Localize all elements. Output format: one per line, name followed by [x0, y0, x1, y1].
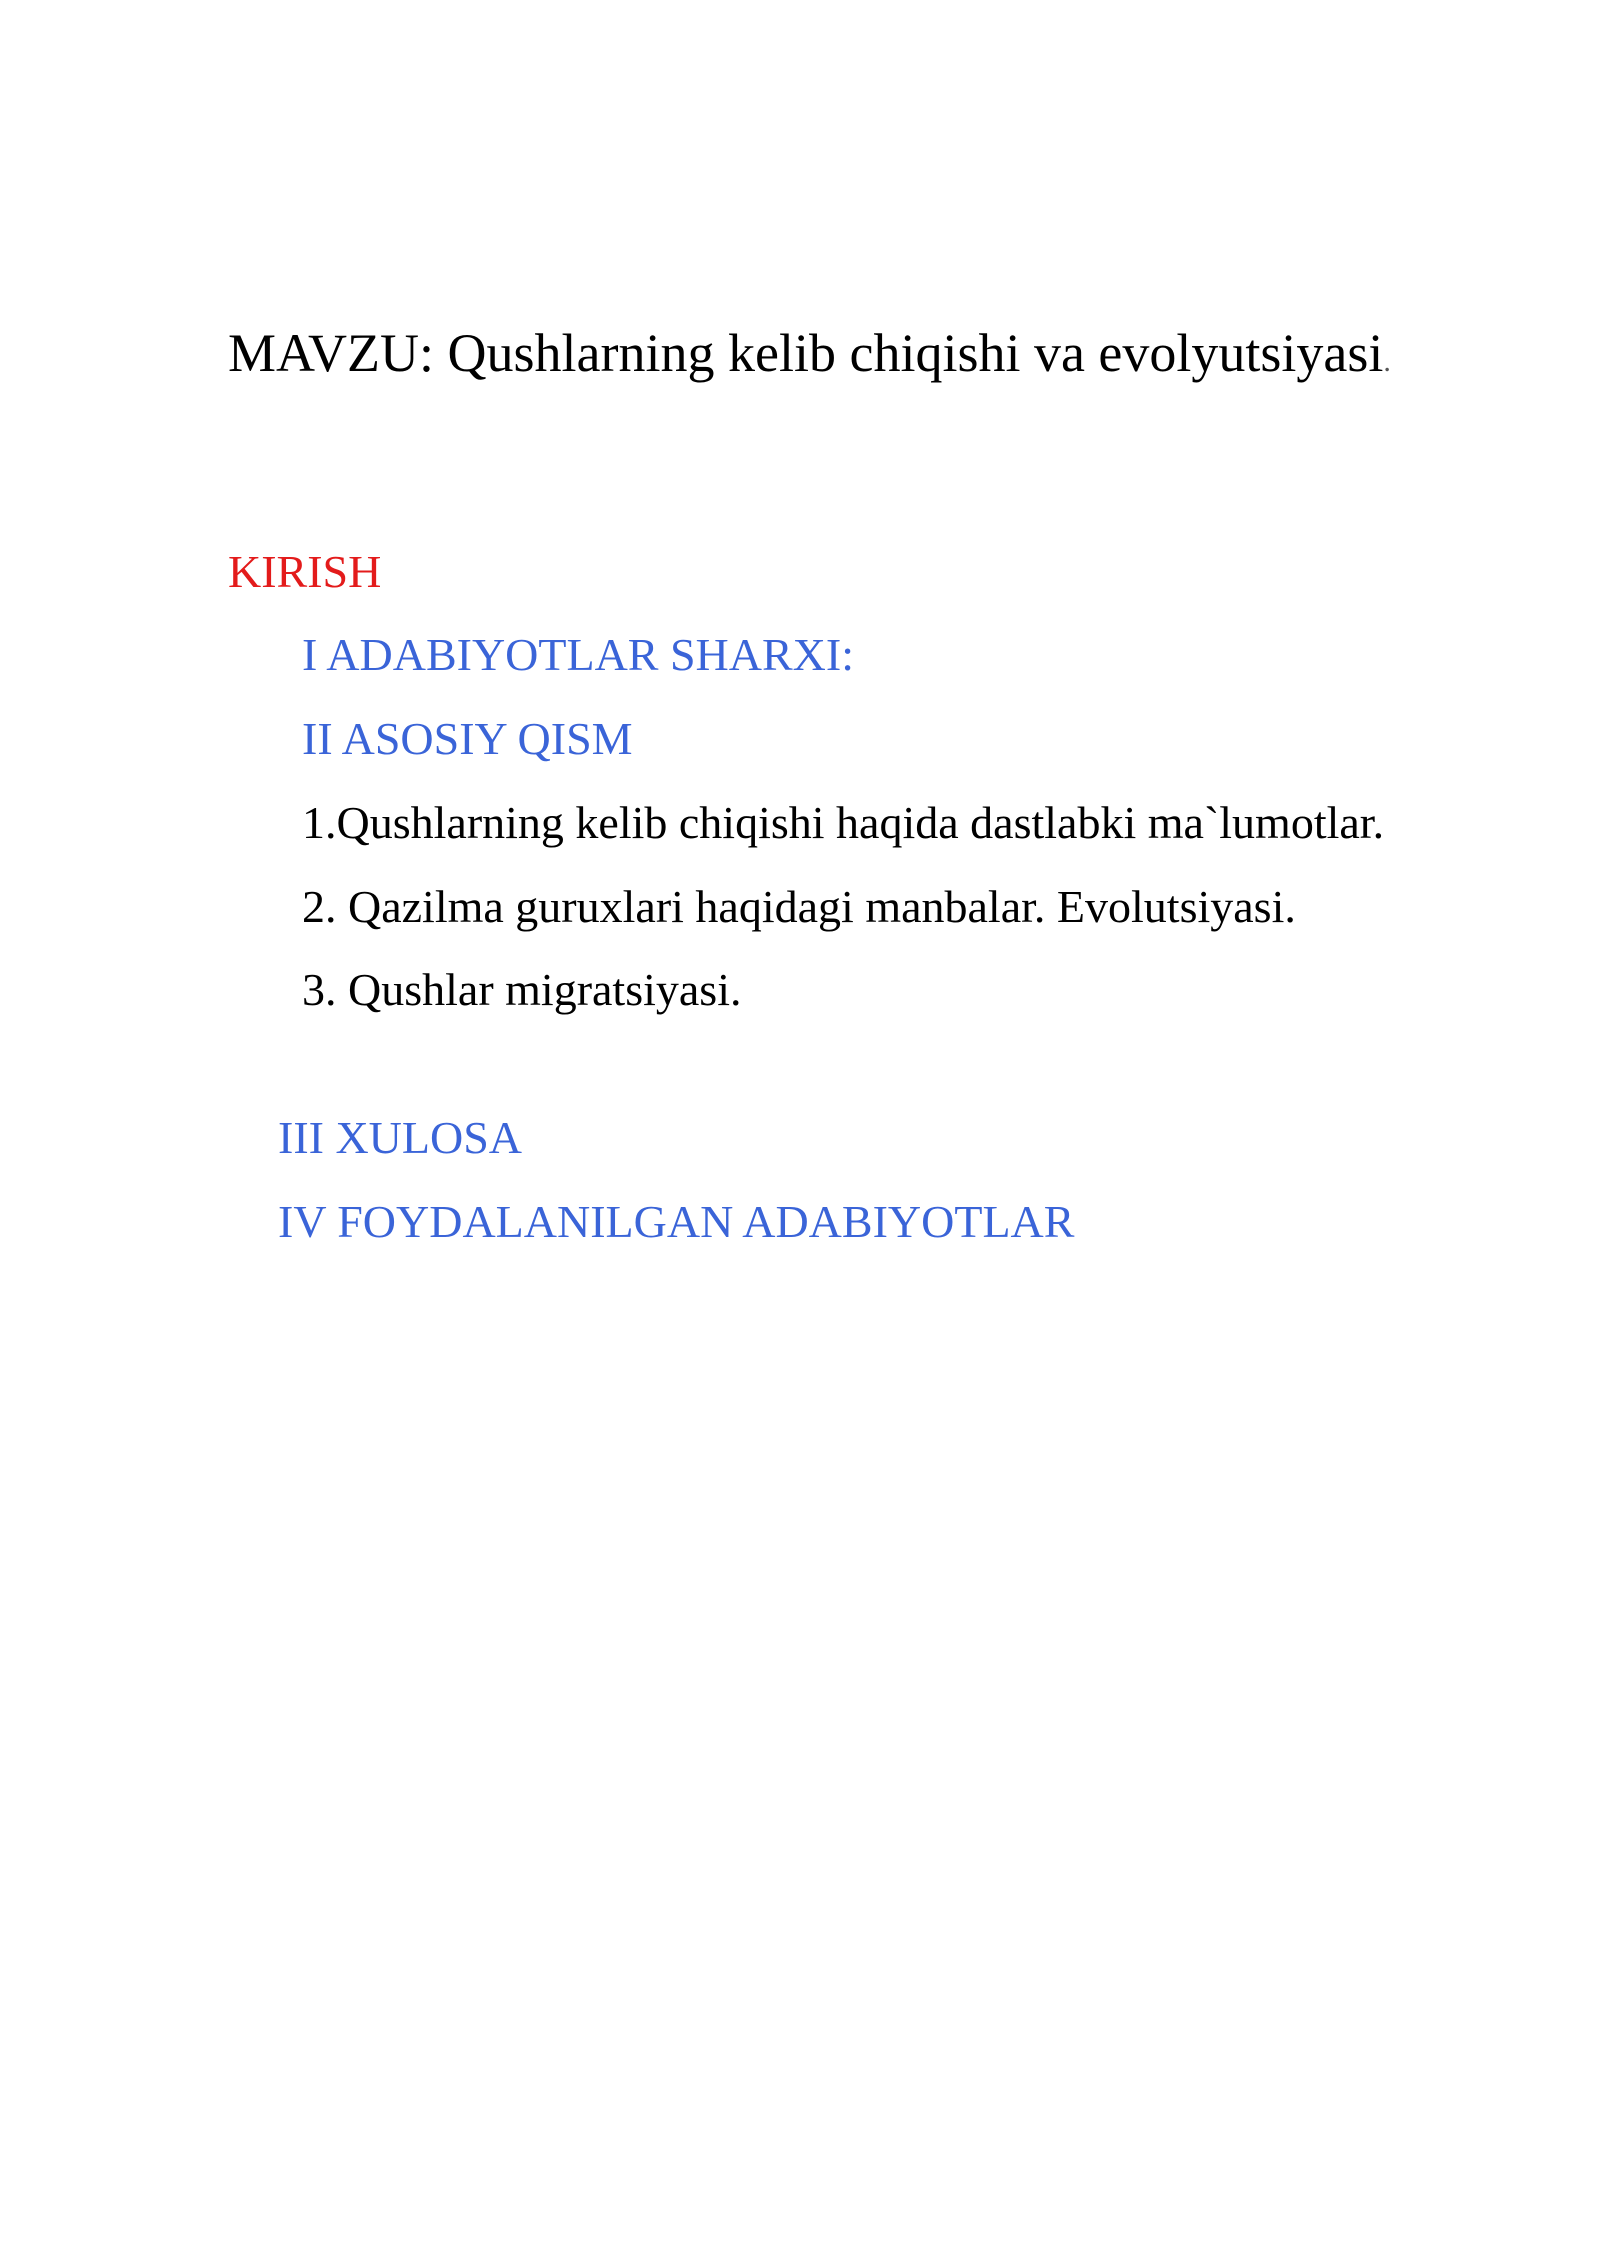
intro-heading: KIRISH	[228, 546, 382, 597]
document-title	[228, 323, 1391, 383]
toc-literature-review: I ADABIYOTLAR SHARXI:	[302, 629, 854, 680]
toc-item-fossils: 2. Qazilma guruxlari haqidagi manbalar. Evolutsiyasi.	[302, 881, 1296, 932]
title-text: MAVZU: Qushlarning kelib chiqishi va evolyutsiyasi	[228, 323, 1384, 383]
toc-conclusion: III XULOSA	[278, 1112, 523, 1163]
toc-item-migration: 3. Qushlar migratsiyasi.	[302, 964, 742, 1015]
toc-references: IV FOYDALANILGAN ADABIYOTLAR	[278, 1196, 1075, 1247]
toc-main-part: II ASOSIY QISM	[302, 713, 633, 764]
title-dot: .	[1383, 345, 1391, 378]
toc-item-origin: 1.Qushlarning kelib chiqishi haqida dastlabki ma`lumotlar.	[302, 797, 1385, 848]
